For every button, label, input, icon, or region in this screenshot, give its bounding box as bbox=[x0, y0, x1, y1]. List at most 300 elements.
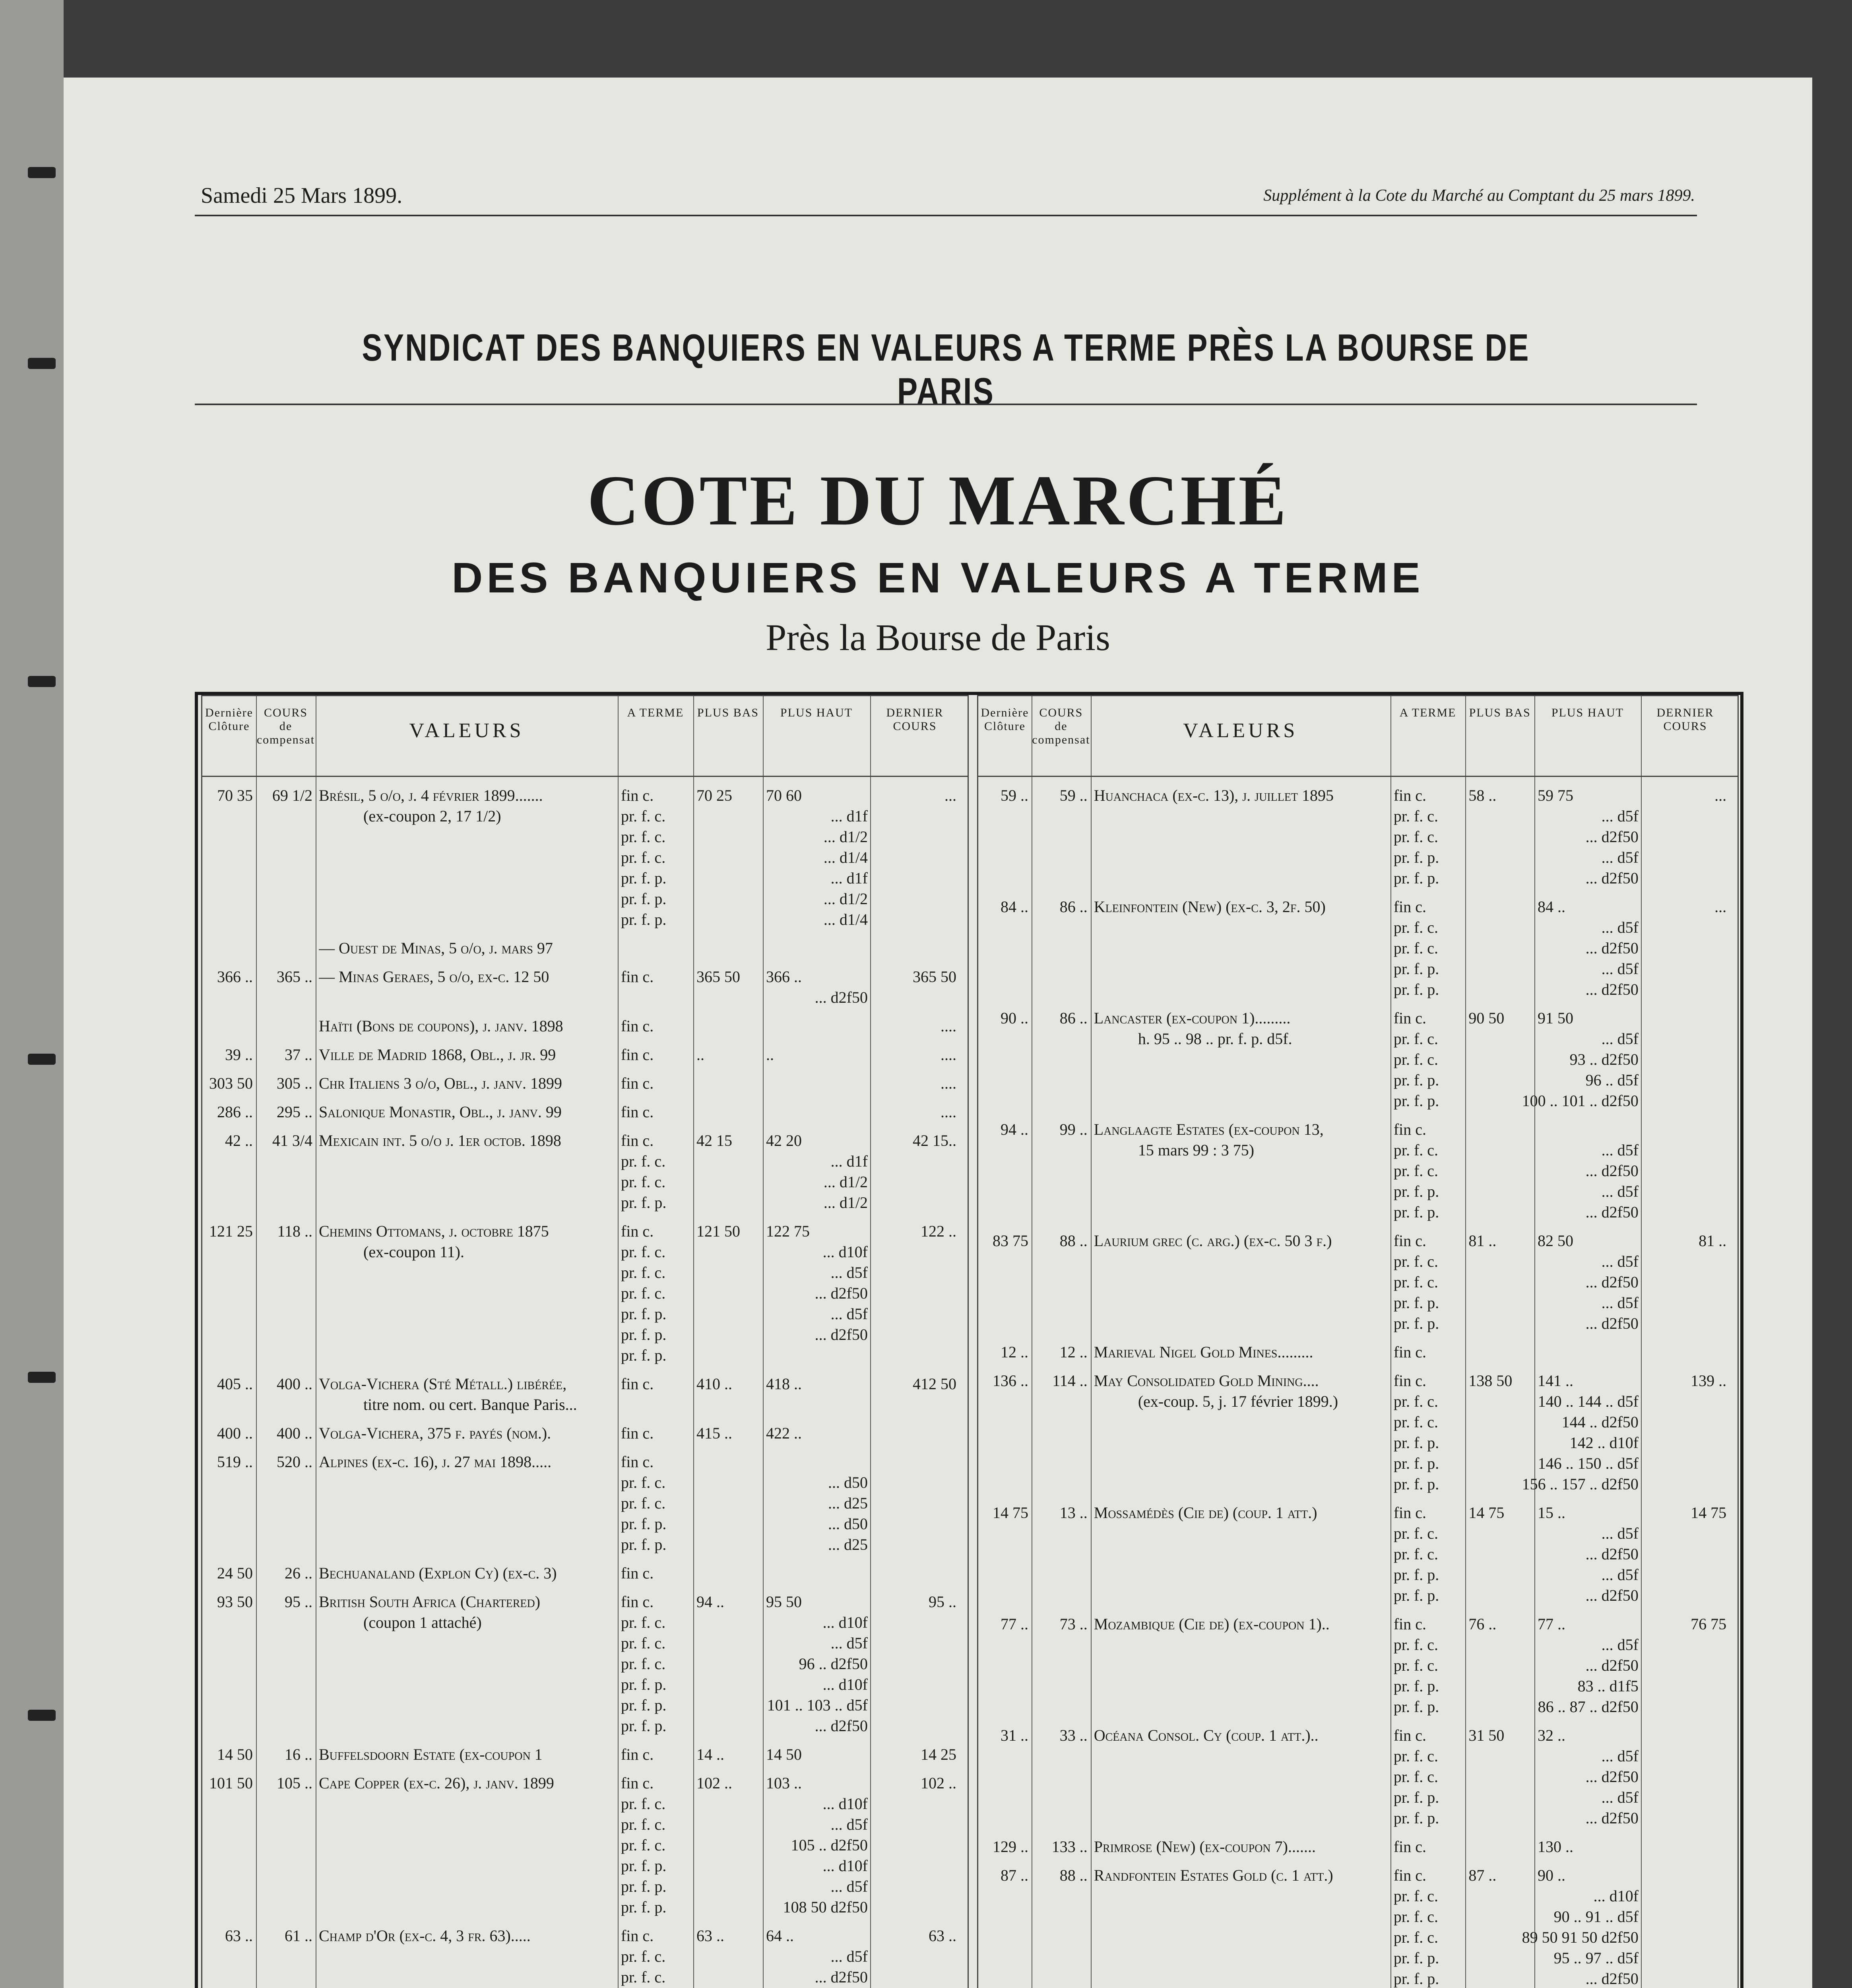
security-row bbox=[202, 1423, 968, 1444]
security-row bbox=[978, 1371, 1738, 1495]
column-header-name: VALEURS bbox=[409, 719, 524, 742]
cell-comp: 99 .. bbox=[1059, 1120, 1088, 1138]
cell-terme: fin c. bbox=[621, 1424, 654, 1442]
sub-terme: pr. f. c. bbox=[621, 1173, 666, 1191]
sub-quote: ... d5f bbox=[830, 1634, 868, 1652]
cell-haut: 64 .. bbox=[766, 1927, 794, 1945]
sub-quote: ... d1f bbox=[830, 807, 868, 825]
sub-quote: ... d10f bbox=[822, 1857, 868, 1875]
cell-name: Champ d'Or (ex-c. 4, 3 fr. 63)..... bbox=[319, 1927, 531, 1945]
cell-terme: fin c. bbox=[1393, 1615, 1427, 1633]
cell-bas: 90 50 bbox=[1468, 1009, 1505, 1027]
cell-dernier: 102 .. bbox=[921, 1774, 956, 1792]
cell-clot: 405 .. bbox=[217, 1375, 253, 1393]
security-row bbox=[978, 786, 1738, 889]
cell-name: Primrose (New) (ex-coupon 7)....... bbox=[1094, 1838, 1316, 1856]
sub-terme: pr. f. c. bbox=[621, 1968, 666, 1986]
column-header-terme: A TERME bbox=[627, 706, 684, 719]
sub-terme: pr. f. p. bbox=[1393, 1182, 1439, 1200]
security-row bbox=[978, 1726, 1738, 1829]
cell-bas: 102 .. bbox=[696, 1774, 732, 1792]
sub-quote: ... d2f50 bbox=[1585, 1656, 1639, 1674]
security-row bbox=[978, 897, 1738, 1000]
cell-clot: 519 .. bbox=[217, 1453, 253, 1471]
cell-name-continuation: (coupon 1 attaché) bbox=[363, 1613, 482, 1631]
sub-terme: pr. f. p. bbox=[1393, 1970, 1439, 1988]
sub-quote: ... d1/2 bbox=[823, 1194, 868, 1211]
sub-quote: ... d10f bbox=[822, 1675, 868, 1693]
cell-dernier: .... bbox=[941, 1074, 956, 1092]
location-line: Près la Bourse de Paris bbox=[766, 617, 1110, 658]
cell-name: British South Africa (Chartered) bbox=[319, 1593, 541, 1611]
cell-comp: 400 .. bbox=[277, 1375, 312, 1393]
cell-dernier: 76 75 bbox=[1691, 1615, 1727, 1633]
cell-comp: 365 .. bbox=[277, 968, 312, 986]
cell-clot: 87 .. bbox=[1000, 1866, 1028, 1884]
cell-haut: .. bbox=[766, 1046, 774, 1064]
cell-haut: 70 60 bbox=[766, 786, 802, 804]
cell-terme: fin c. bbox=[1393, 898, 1427, 916]
cell-haut: 90 .. bbox=[1538, 1866, 1565, 1884]
cell-clot: 24 50 bbox=[217, 1564, 253, 1582]
sub-quote: ... d5f bbox=[830, 1815, 868, 1833]
cell-name: May Consolidated Gold Mining.... bbox=[1094, 1372, 1319, 1390]
sub-quote: ... d25 bbox=[828, 1536, 868, 1553]
sub-terme: pr. f. p. bbox=[621, 1305, 667, 1323]
cell-name: Buffelsdoorn Estate (ex-coupon 1 bbox=[319, 1745, 543, 1763]
sub-terme: pr. f. p. bbox=[1393, 980, 1439, 998]
cell-terme: fin c. bbox=[621, 1593, 654, 1611]
cell-name: Marieval Nigel Gold Mines......... bbox=[1094, 1343, 1313, 1361]
sub-terme: pr. f. c. bbox=[621, 1655, 666, 1673]
cell-terme: fin c. bbox=[621, 1375, 654, 1393]
cell-haut: 95 50 bbox=[766, 1593, 802, 1611]
security-row bbox=[202, 967, 968, 1008]
cell-comp: 305 .. bbox=[277, 1074, 312, 1092]
sub-quote: ... d5f bbox=[1601, 1747, 1639, 1765]
heading-rule bbox=[195, 404, 1697, 405]
sub-quote: ... d2f50 bbox=[814, 1717, 868, 1735]
cell-clot: 303 50 bbox=[209, 1074, 253, 1092]
sub-terme: pr. f. c. bbox=[1393, 1050, 1439, 1068]
cell-name: Volga-Vichera (Sté Métall.) libérée, bbox=[319, 1375, 567, 1393]
cell-haut: 42 20 bbox=[766, 1132, 802, 1149]
sub-quote: ... d5f bbox=[1601, 807, 1639, 825]
cell-name: — Minas Geraes, 5 o/o, ex-c. 12 50 bbox=[319, 968, 549, 986]
cell-comp: 95 .. bbox=[285, 1593, 312, 1611]
sub-quote: ... d2f50 bbox=[814, 1968, 868, 1986]
cell-terme: fin c. bbox=[621, 1927, 654, 1945]
cell-clot: 286 .. bbox=[217, 1103, 253, 1121]
cell-comp: 33 .. bbox=[1059, 1726, 1088, 1744]
sub-terme: pr. f. p. bbox=[1393, 1294, 1439, 1312]
sub-quote: ... d5f bbox=[1601, 1141, 1639, 1159]
sub-quote: 108 50 d2f50 bbox=[783, 1898, 868, 1916]
sub-quote: ... d2f50 bbox=[1585, 980, 1639, 998]
cell-clot: 12 .. bbox=[1000, 1343, 1028, 1361]
cell-name: Océana Consol. Cy (coup. 1 att.).. bbox=[1094, 1726, 1319, 1744]
cell-bas: 94 .. bbox=[696, 1593, 724, 1611]
cell-haut: 141 .. bbox=[1538, 1372, 1573, 1390]
cell-comp: 41 3/4 bbox=[272, 1132, 312, 1149]
sub-quote: ... d5f bbox=[1601, 960, 1639, 978]
cell-dernier: 412 50 bbox=[913, 1375, 956, 1393]
cell-name-continuation: h. 95 .. 98 .. pr. f. p. d5f. bbox=[1138, 1030, 1292, 1048]
cell-haut: 84 .. bbox=[1538, 898, 1565, 916]
cell-name: Bechuanaland (Explon Cy) (ex-c. 3) bbox=[319, 1564, 557, 1582]
sub-terme: pr. f. c. bbox=[1393, 1162, 1439, 1180]
cell-name: Salonique Monastir, Obl., j. janv. 99 bbox=[319, 1103, 562, 1121]
cell-clot: 70 35 bbox=[217, 786, 253, 804]
sub-quote: ... d2f50 bbox=[1585, 1203, 1639, 1221]
cell-clot: 93 50 bbox=[217, 1593, 253, 1611]
cell-comp: 59 .. bbox=[1059, 786, 1088, 804]
cell-terme: fin c. bbox=[621, 968, 654, 986]
cell-name: Randfontein Estates Gold (c. 1 att.) bbox=[1094, 1866, 1333, 1884]
cell-name: — Ouest de Minas, 5 o/o, j. mars 97 bbox=[319, 939, 553, 957]
cell-terme: fin c. bbox=[1393, 1726, 1427, 1744]
security-row bbox=[202, 1045, 968, 1066]
sub-quote: 95 .. 97 .. d5f bbox=[1553, 1949, 1639, 1967]
cell-bas: 138 50 bbox=[1468, 1372, 1513, 1390]
sub-terme: pr. f. c. bbox=[1393, 1887, 1439, 1905]
cell-comp: 88 .. bbox=[1059, 1232, 1088, 1250]
cell-bas: 365 50 bbox=[696, 968, 740, 986]
cell-terme: fin c. bbox=[621, 1222, 654, 1240]
sub-quote: ... d2f50 bbox=[1585, 939, 1639, 957]
cell-bas: 410 .. bbox=[696, 1375, 732, 1393]
cell-name: Laurium grec (c. arg.) (ex-c. 50 3 f.) bbox=[1094, 1232, 1332, 1250]
sub-quote: ... d10f bbox=[822, 1795, 868, 1813]
cell-terme: fin c. bbox=[621, 1564, 654, 1582]
sub-quote: ... d2f50 bbox=[1585, 1970, 1639, 1988]
top-rule bbox=[195, 215, 1697, 216]
sub-terme: pr. f. c. bbox=[1393, 1030, 1439, 1048]
sub-quote: ... d5f bbox=[1601, 1030, 1639, 1048]
sub-terme: pr. f. p. bbox=[621, 1346, 667, 1364]
sub-terme: pr. f. p. bbox=[621, 869, 667, 887]
sub-quote: 105 .. d2f50 bbox=[791, 1836, 868, 1854]
sub-terme: pr. f. p. bbox=[1393, 848, 1439, 866]
sub-quote: ... d5f bbox=[830, 1264, 868, 1281]
sub-quote: ... d1f bbox=[830, 1152, 868, 1170]
cell-clot: 14 75 bbox=[992, 1504, 1028, 1522]
sub-terme: pr. f. c. bbox=[1393, 1524, 1439, 1542]
supplement-note: Supplément à la Cote du Marché au Comptant du 25 mars 1899. bbox=[1263, 186, 1695, 205]
column-header-terme: A TERME bbox=[1399, 706, 1456, 719]
sub-terme: pr. f. p. bbox=[1393, 1434, 1439, 1452]
cell-dernier: ... bbox=[1714, 786, 1727, 804]
sub-quote: ... d5f bbox=[1601, 1294, 1639, 1312]
sub-quote: ... d5f bbox=[1601, 1182, 1639, 1200]
sub-quote: ... d5f bbox=[830, 1947, 868, 1965]
cell-comp: 73 .. bbox=[1059, 1615, 1088, 1633]
cell-clot: 42 .. bbox=[225, 1132, 253, 1149]
cell-bas: 14 .. bbox=[696, 1745, 724, 1763]
cell-name: Ville de Madrid 1868, Obl., j. jr. 99 bbox=[319, 1046, 556, 1064]
sub-quote: ... d5f bbox=[1601, 1524, 1639, 1542]
sub-terme: pr. f. c. bbox=[621, 1634, 666, 1652]
security-row bbox=[202, 1374, 968, 1415]
column-header-dernier: DERNIER COURS bbox=[1656, 706, 1714, 733]
column-header-haut: PLUS HAUT bbox=[1551, 706, 1624, 719]
cell-clot: 366 .. bbox=[217, 968, 253, 986]
cell-name-continuation: 15 mars 99 : 3 75) bbox=[1138, 1141, 1255, 1159]
sub-quote: ... d2f50 bbox=[1585, 1314, 1639, 1332]
cell-clot: 14 50 bbox=[217, 1745, 253, 1763]
cell-bas: 42 15 bbox=[696, 1132, 732, 1149]
sub-terme: pr. f. c. bbox=[1393, 807, 1439, 825]
sub-terme: pr. f. c. bbox=[1393, 939, 1439, 957]
cell-name: Mossamédès (Cie de) (coup. 1 att.) bbox=[1094, 1504, 1317, 1522]
cell-bas: .. bbox=[696, 1046, 704, 1064]
sub-terme: pr. f. p. bbox=[621, 1898, 667, 1916]
cell-name-continuation: (ex-coupon 2, 17 1/2) bbox=[363, 807, 501, 825]
sub-terme: pr. f. p. bbox=[1393, 869, 1439, 887]
sub-quote: 89 50 91 50 d2f50 bbox=[1522, 1928, 1639, 1946]
sub-terme: pr. f. c. bbox=[1393, 1392, 1439, 1410]
cell-comp: 12 .. bbox=[1059, 1343, 1088, 1361]
cell-dernier: ... bbox=[1714, 898, 1727, 916]
cell-terme: fin c. bbox=[1393, 1232, 1427, 1250]
cell-clot: 83 75 bbox=[992, 1232, 1028, 1250]
newspaper-page bbox=[64, 78, 1812, 1988]
security-row bbox=[202, 1016, 968, 1037]
sub-quote: ... d10f bbox=[822, 1613, 868, 1631]
sub-quote: ... d2f50 bbox=[1585, 1768, 1639, 1786]
cell-terme: fin c. bbox=[621, 786, 654, 804]
sub-quote: 100 .. 101 .. d2f50 bbox=[1522, 1092, 1639, 1110]
cell-name: Lancaster (ex-coupon 1)......... bbox=[1094, 1009, 1291, 1027]
cell-name: Haïti (Bons de coupons), j. janv. 1898 bbox=[319, 1017, 563, 1035]
cell-terme: fin c. bbox=[1393, 1009, 1427, 1027]
sub-quote: 140 .. 144 .. d5f bbox=[1538, 1392, 1639, 1410]
cell-clot: 94 .. bbox=[1000, 1120, 1028, 1138]
cell-haut: 59 75 bbox=[1538, 786, 1573, 804]
cell-clot: 400 .. bbox=[217, 1424, 253, 1442]
cell-terme: fin c. bbox=[1393, 1866, 1427, 1884]
security-row bbox=[978, 1866, 1738, 1988]
sub-terme: pr. f. c. bbox=[621, 1795, 666, 1813]
security-row bbox=[202, 1563, 968, 1584]
sub-quote: ... d5f bbox=[830, 1877, 868, 1895]
security-row bbox=[202, 1592, 968, 1737]
sub-quote: 90 .. 91 .. d5f bbox=[1553, 1908, 1639, 1926]
page-title: COTE DU MARCHÉ bbox=[587, 461, 1289, 540]
sub-quote: ... d25 bbox=[828, 1494, 868, 1512]
cell-haut: 103 .. bbox=[766, 1774, 802, 1792]
sub-terme: pr. f. c. bbox=[621, 1836, 666, 1854]
cell-dernier: 42 15.. bbox=[913, 1132, 956, 1149]
sub-terme: pr. f. c. bbox=[621, 1284, 666, 1302]
sub-terme: pr. f. c. bbox=[621, 1613, 666, 1631]
cell-bas: 76 .. bbox=[1468, 1615, 1497, 1633]
sub-terme: pr. f. p. bbox=[621, 911, 667, 928]
sub-terme: pr. f. p. bbox=[1393, 1586, 1439, 1604]
cell-comp: 37 .. bbox=[285, 1046, 312, 1064]
issue-date: Samedi 25 Mars 1899. bbox=[201, 183, 403, 208]
sub-terme: pr. f. c. bbox=[1393, 1413, 1439, 1431]
sub-terme: pr. f. c. bbox=[1393, 918, 1439, 936]
cell-dernier: .... bbox=[941, 1017, 956, 1035]
cell-name: Mozambique (Cie de) (ex-coupon 1).. bbox=[1094, 1615, 1330, 1633]
sub-quote: ... d5f bbox=[1601, 848, 1639, 866]
cell-clot: 63 .. bbox=[225, 1927, 253, 1945]
security-row bbox=[202, 786, 968, 930]
sub-terme: pr. f. p. bbox=[1393, 1314, 1439, 1332]
left-table bbox=[201, 695, 969, 1988]
sub-quote: 86 .. 87 .. d2f50 bbox=[1538, 1698, 1639, 1716]
sub-terme: pr. f. c. bbox=[621, 1474, 666, 1491]
page-subtitle: DES BANQUIERS EN VALEURS A TERME bbox=[452, 553, 1424, 602]
cell-comp: 133 .. bbox=[1051, 1838, 1088, 1856]
cell-name-continuation: titre nom. ou cert. Banque Paris... bbox=[363, 1396, 577, 1413]
sub-quote: ... d1f bbox=[830, 869, 868, 887]
column-header-haut: PLUS HAUT bbox=[780, 706, 853, 719]
binding-strip bbox=[0, 0, 64, 1988]
sub-quote: 156 .. 157 .. d2f50 bbox=[1522, 1475, 1639, 1493]
cell-name-continuation: (ex-coupon 11). bbox=[363, 1243, 464, 1261]
cell-comp: 520 .. bbox=[277, 1453, 312, 1471]
cell-bas: 14 75 bbox=[1468, 1504, 1505, 1522]
cell-haut: 14 50 bbox=[766, 1745, 802, 1763]
security-row bbox=[202, 938, 968, 959]
cell-haut: 422 .. bbox=[766, 1424, 802, 1442]
sub-quote: ... d2f50 bbox=[814, 988, 868, 1006]
sub-quote: ... d1/4 bbox=[823, 848, 868, 866]
cell-terme: fin c. bbox=[621, 1017, 654, 1035]
cell-name: Alpines (ex-c. 16), j. 27 mai 1898..... bbox=[319, 1453, 552, 1471]
sub-quote: 142 .. d10f bbox=[1569, 1434, 1639, 1452]
sub-quote: ... d5f bbox=[1601, 1636, 1639, 1654]
column-header-bas: PLUS BAS bbox=[697, 706, 759, 719]
security-row bbox=[202, 1221, 968, 1366]
column-header-comp: COURS de compensat bbox=[256, 706, 315, 746]
cell-terme: fin c. bbox=[621, 1453, 654, 1471]
sub-terme: pr. f. c. bbox=[621, 1494, 666, 1512]
cell-bas: 81 .. bbox=[1468, 1232, 1497, 1250]
sub-terme: pr. f. p. bbox=[621, 1536, 667, 1553]
sub-quote: ... d5f bbox=[1601, 1788, 1639, 1806]
security-row bbox=[978, 1231, 1738, 1334]
sub-terme: pr. f. c. bbox=[1393, 1747, 1439, 1765]
sub-terme: pr. f. p. bbox=[621, 1675, 667, 1693]
sub-quote: ... d10f bbox=[822, 1243, 868, 1261]
security-row bbox=[202, 1745, 968, 1765]
column-header-clot: Dernière Clôture bbox=[981, 706, 1029, 733]
security-row bbox=[978, 1008, 1738, 1112]
security-row bbox=[978, 1342, 1738, 1363]
cell-bas: 31 50 bbox=[1468, 1726, 1505, 1744]
sub-quote: ... d2f50 bbox=[1585, 1809, 1639, 1827]
right-table bbox=[977, 695, 1739, 1988]
cell-bas: 63 .. bbox=[696, 1927, 724, 1945]
cell-name: Kleinfontein (New) (ex-c. 3, 2f. 50) bbox=[1094, 898, 1326, 916]
sub-quote: 144 .. d2f50 bbox=[1561, 1413, 1639, 1431]
sub-terme: pr. f. c. bbox=[621, 1815, 666, 1833]
sub-terme: pr. f. c. bbox=[1393, 1908, 1439, 1926]
sub-terme: pr. f. p. bbox=[621, 1326, 667, 1343]
syndicat-heading: SYNDICAT DES BANQUIERS EN VALEURS A TERME PRÈS LA BOURSE DE PARIS bbox=[362, 326, 1530, 413]
cell-name-continuation: (ex-coup. 5, j. 17 février 1899.) bbox=[1138, 1392, 1338, 1410]
sub-quote: ... d2f50 bbox=[814, 1326, 868, 1343]
cell-terme: fin c. bbox=[1393, 1372, 1427, 1390]
cell-comp: 69 1/2 bbox=[272, 786, 312, 804]
security-row bbox=[202, 1773, 968, 1918]
sub-terme: pr. f. p. bbox=[1393, 1203, 1439, 1221]
sub-quote: ... d2f50 bbox=[1585, 828, 1639, 846]
sub-quote: ... d5f bbox=[1601, 1566, 1639, 1584]
cell-comp: 88 .. bbox=[1059, 1866, 1088, 1884]
security-row bbox=[202, 1131, 968, 1213]
cell-name: Huanchaca (ex-c. 13), j. juillet 1895 bbox=[1094, 786, 1334, 804]
cell-comp: 86 .. bbox=[1059, 898, 1088, 916]
sub-terme: pr. f. p. bbox=[621, 1696, 667, 1714]
cell-bas: 415 .. bbox=[696, 1424, 732, 1442]
cell-clot: 84 .. bbox=[1000, 898, 1028, 916]
security-row bbox=[978, 1837, 1738, 1858]
security-row bbox=[202, 1102, 968, 1123]
cell-haut: 82 50 bbox=[1538, 1232, 1573, 1250]
cell-dernier: .... bbox=[941, 1046, 956, 1064]
cell-terme: fin c. bbox=[1393, 786, 1427, 804]
cell-terme: fin c. bbox=[1393, 1504, 1427, 1522]
cell-haut: 77 .. bbox=[1538, 1615, 1565, 1633]
sub-quote: ... d50 bbox=[828, 1474, 868, 1491]
sub-terme: pr. f. p. bbox=[1393, 1698, 1439, 1716]
sub-quote: 146 .. 150 .. d5f bbox=[1538, 1454, 1639, 1472]
cell-comp: 295 .. bbox=[277, 1103, 312, 1121]
sub-terme: pr. f. c. bbox=[621, 1264, 666, 1281]
sub-terme: pr. f. p. bbox=[1393, 1566, 1439, 1584]
cell-comp: 26 .. bbox=[285, 1564, 312, 1582]
sub-terme: pr. f. p. bbox=[621, 1515, 667, 1533]
cell-dernier: 95 .. bbox=[929, 1593, 956, 1611]
sub-quote: 96 .. d5f bbox=[1585, 1071, 1639, 1089]
sub-terme: pr. f. p. bbox=[1393, 1677, 1439, 1695]
cell-haut: 418 .. bbox=[766, 1375, 802, 1393]
sub-quote: 93 .. d2f50 bbox=[1569, 1050, 1639, 1068]
cell-dernier: 14 25 bbox=[921, 1745, 956, 1763]
cell-dernier: 63 .. bbox=[929, 1927, 956, 1945]
sub-terme: pr. f. c. bbox=[1393, 1928, 1439, 1946]
sub-quote: 96 .. d2f50 bbox=[799, 1655, 868, 1673]
cell-clot: 77 .. bbox=[1000, 1615, 1028, 1633]
cell-terme: fin c. bbox=[621, 1132, 654, 1149]
header-rule bbox=[202, 776, 968, 777]
sub-quote: ... d2f50 bbox=[1585, 1273, 1639, 1291]
sub-terme: pr. f. p. bbox=[1393, 960, 1439, 978]
cell-dernier: 122 .. bbox=[921, 1222, 956, 1240]
cell-clot: 31 .. bbox=[1000, 1726, 1028, 1744]
sub-terme: pr. f. c. bbox=[621, 848, 666, 866]
sub-terme: pr. f. p. bbox=[1393, 1949, 1439, 1967]
cell-haut: 366 .. bbox=[766, 968, 802, 986]
column-header-name: VALEURS bbox=[1183, 719, 1298, 742]
sub-quote: ... d2f50 bbox=[1585, 869, 1639, 887]
security-row bbox=[202, 1074, 968, 1094]
sub-terme: pr. f. p. bbox=[1393, 1092, 1439, 1110]
sub-quote: ... d5f bbox=[1601, 918, 1639, 936]
sub-quote: ... d1/4 bbox=[823, 911, 868, 928]
sub-terme: pr. f. c. bbox=[621, 1947, 666, 1965]
cell-clot: 90 .. bbox=[1000, 1009, 1028, 1027]
cell-name: Mexicain int. 5 o/o j. 1er octob. 1898 bbox=[319, 1132, 561, 1149]
cell-haut: 15 .. bbox=[1538, 1504, 1565, 1522]
sub-terme: pr. f. c. bbox=[1393, 828, 1439, 846]
sub-quote: ... d50 bbox=[828, 1515, 868, 1533]
cell-name: Chr Italiens 3 o/o, Obl., j. janv. 1899 bbox=[319, 1074, 562, 1092]
